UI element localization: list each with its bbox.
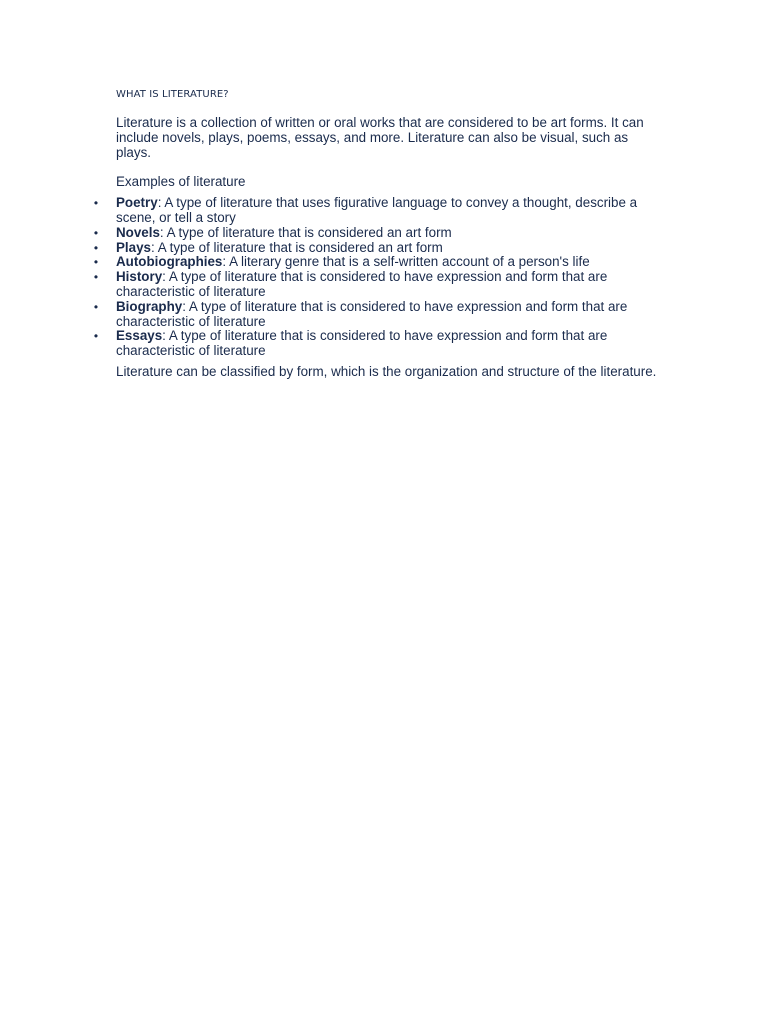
list-item-description: : A type of literature that is considered to have expression and form that are characteristic of literature (116, 269, 608, 299)
list-item-term: Poetry (116, 195, 158, 211)
intro-paragraph: Literature is a collection of written or oral works that are considered to be art forms. It can include novels, plays, poems, essays, and more. Literature can also be visual, such as plays. (116, 115, 644, 160)
bullet-icon: • (93, 270, 99, 285)
list-item (93, 269, 661, 300)
bullet-icon: • (93, 240, 99, 255)
list-item (93, 239, 661, 256)
list-item-term: Essays (116, 328, 163, 344)
list-item (93, 328, 661, 359)
examples-list (93, 195, 661, 359)
list-item-description: : A literary genre that is a self-written account of a person's life (222, 254, 590, 270)
list-item-term: History (116, 269, 163, 285)
bullet-icon: • (93, 255, 99, 270)
list-item (93, 224, 661, 241)
list-item-term: Novels (116, 224, 160, 240)
list-item (93, 298, 661, 330)
list-item-description: : A type of literature that is considered to have expression and form that are characteristic of literature (116, 328, 608, 359)
bullet-icon: • (93, 196, 99, 211)
list-item-description: : A type of literature that is considered an art form (151, 239, 443, 255)
bullet-icon: • (93, 299, 99, 314)
list-item-term: Biography (116, 298, 183, 314)
page-title: WHAT IS LITERATURE? (116, 89, 229, 100)
list-item (93, 195, 661, 226)
bullet-icon: • (93, 225, 99, 240)
list-item (93, 254, 661, 270)
document-body (93, 88, 661, 380)
closing-paragraph: Literature can be classified by form, which is the organization and structure of the literature. (116, 363, 657, 379)
examples-label: Examples of literature (116, 174, 246, 190)
bullet-icon: • (93, 329, 99, 344)
list-item-description: : A type of literature that is considered an art form (159, 224, 452, 240)
list-item-description: : A type of literature that is considered to have expression and form that are characteristic of literature (116, 298, 628, 329)
list-item-term: Plays (116, 239, 151, 255)
list-item-term: Autobiographies (116, 254, 223, 270)
list-item-description: : A type of literature that uses figurative language to convey a thought, describe a scene, or tell a story (116, 195, 638, 225)
